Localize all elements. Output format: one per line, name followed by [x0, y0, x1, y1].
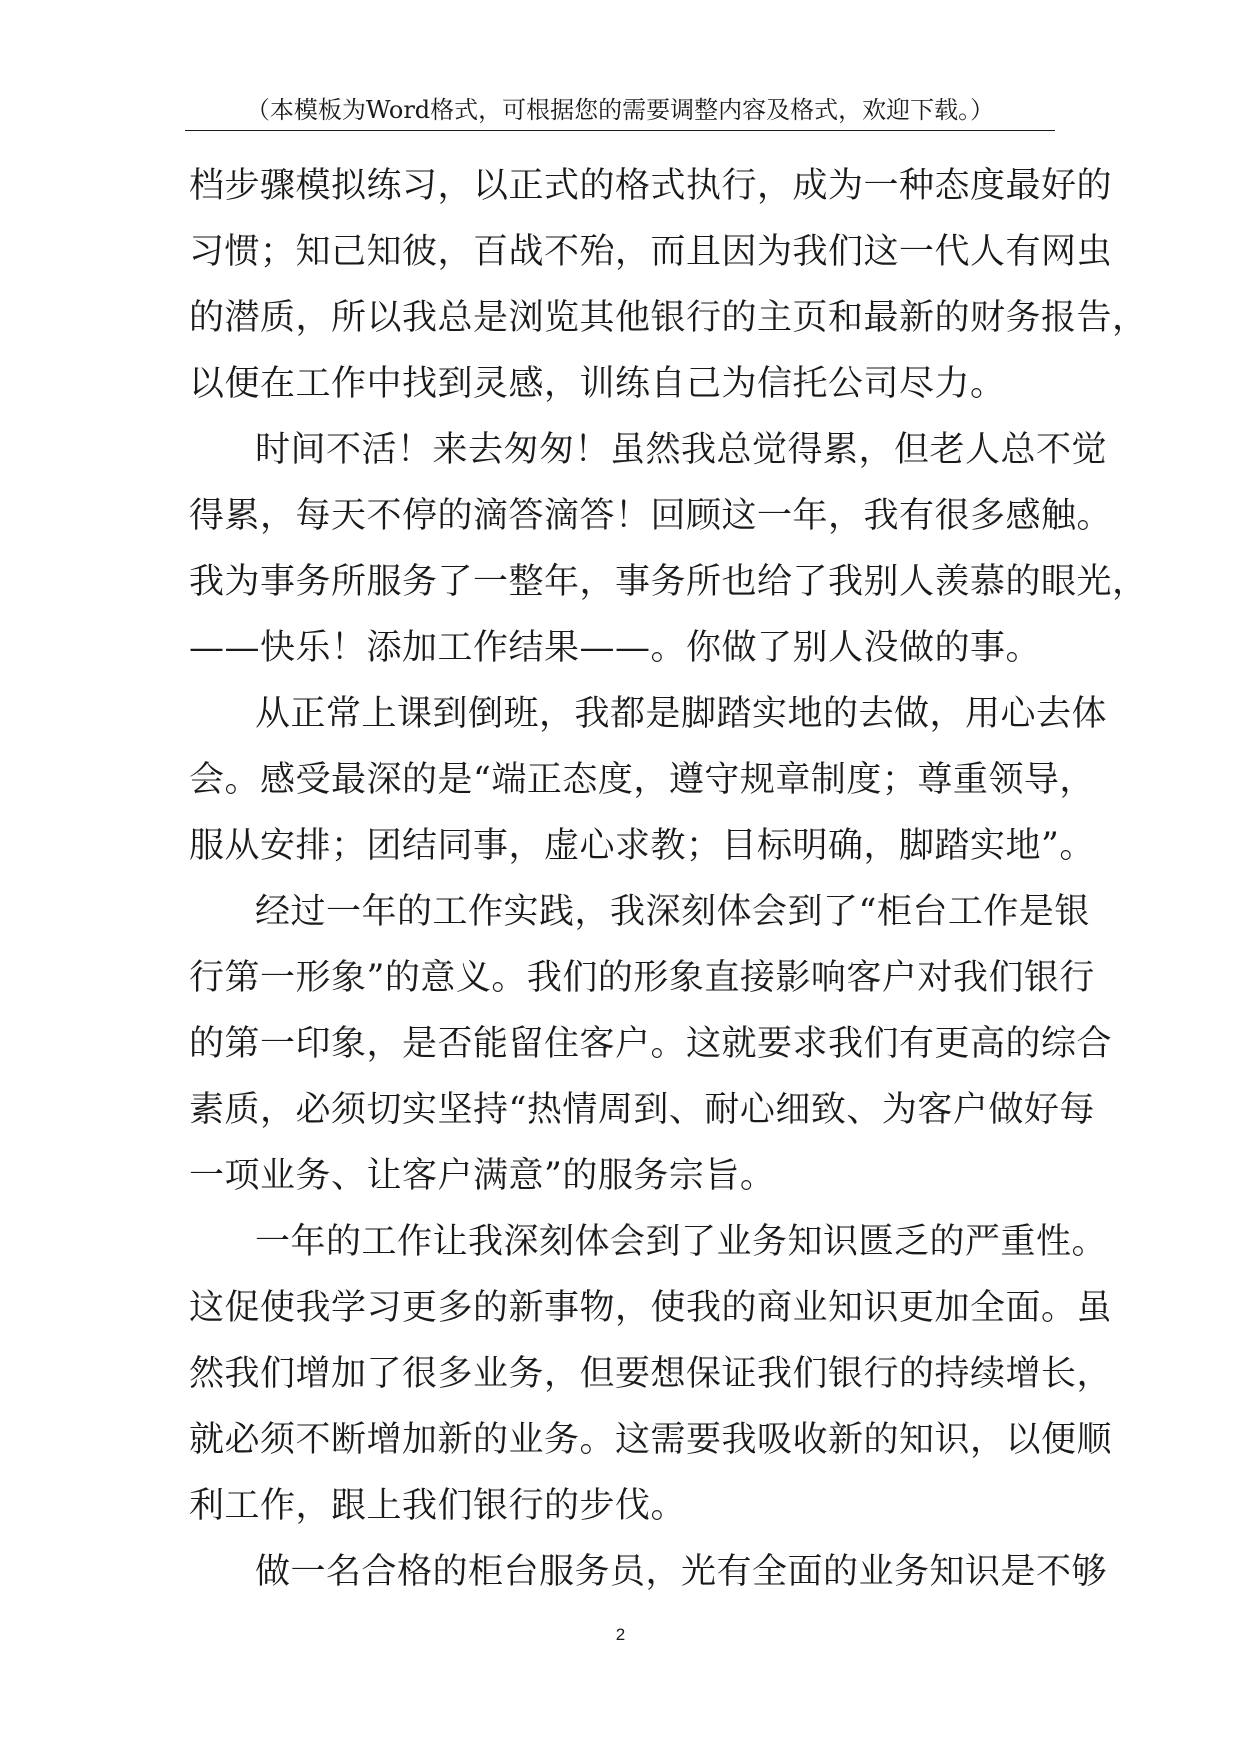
text-line: 行第一形象”的意义。我们的形象直接影响客户对我们银行: [189, 958, 1095, 998]
text-line: 会。感受最深的是“端正态度，遵守规章制度；尊重领导，: [189, 760, 1095, 800]
paragraph-2: [189, 417, 1148, 681]
text-line: 得累，每天不停的滴答滴答！回顾这一年，我有很多感触。: [189, 496, 1113, 536]
paragraph-1: [189, 153, 1148, 417]
text-line: 服从安排；团结同事，虚心求教；目标明确，脚踏实地”。: [189, 826, 1095, 866]
text-line: 的潜质，所以我总是浏览其他银行的主页和最新的财务报告，: [189, 298, 1148, 338]
paragraph-6: [189, 1539, 1108, 1605]
text-line: 一项业务、让客户满意”的服务宗旨。: [189, 1156, 776, 1196]
text-line: 的第一印象，是否能留住客户。这就要求我们有更高的综合: [189, 1024, 1113, 1064]
page-header-note: （本模板为Word格式，可根据您的需要调整内容及格式，欢迎下载。）: [245, 96, 995, 124]
text-line: 这促使我学习更多的新事物，使我的商业知识更加全面。虽: [189, 1288, 1113, 1328]
paragraph-5: [189, 1209, 1113, 1539]
text-line: 经过一年的工作实践，我深刻体会到了“柜台工作是银: [255, 892, 1090, 932]
text-line: 利工作，跟上我们银行的步伐。: [189, 1486, 687, 1526]
text-line: ——快乐！添加工作结果——。你做了别人没做的事。: [189, 628, 1042, 668]
text-line: 就必须不断增加新的业务。这需要我吸收新的知识，以便顺: [189, 1420, 1113, 1460]
text-line: 习惯；知己知彼，百战不殆，而且因为我们这一代人有网虫: [189, 232, 1113, 272]
text-line: 一年的工作让我深刻体会到了业务知识匮乏的严重性。: [255, 1222, 1108, 1262]
text-line: 做一名合格的柜台服务员，光有全面的业务知识是不够: [255, 1552, 1108, 1592]
paragraph-4: [189, 879, 1113, 1209]
text-line: 素质，必须切实坚持“热情周到、耐心细致、为客户做好每: [189, 1090, 1095, 1130]
text-line: 从正常上课到倒班，我都是脚踏实地的去做，用心去体: [255, 694, 1108, 734]
text-line: 我为事务所服务了一整年，事务所也给了我别人羡慕的眼光，: [189, 562, 1148, 602]
text-line: 时间不活！来去匆匆！虽然我总觉得累，但老人总不觉: [255, 430, 1108, 470]
text-line: 然我们增加了很多业务，但要想保证我们银行的持续增长，: [189, 1354, 1113, 1394]
document-body: [189, 153, 1148, 1605]
paragraph-3: [189, 681, 1108, 879]
page-number: 2: [615, 1625, 626, 1644]
text-line: 以便在工作中找到灵感，训练自己为信托公司尽力。: [189, 364, 1006, 404]
header-divider: [185, 130, 1055, 131]
text-line: 档步骤模拟练习，以正式的格式执行，成为一种态度最好的: [189, 166, 1113, 206]
